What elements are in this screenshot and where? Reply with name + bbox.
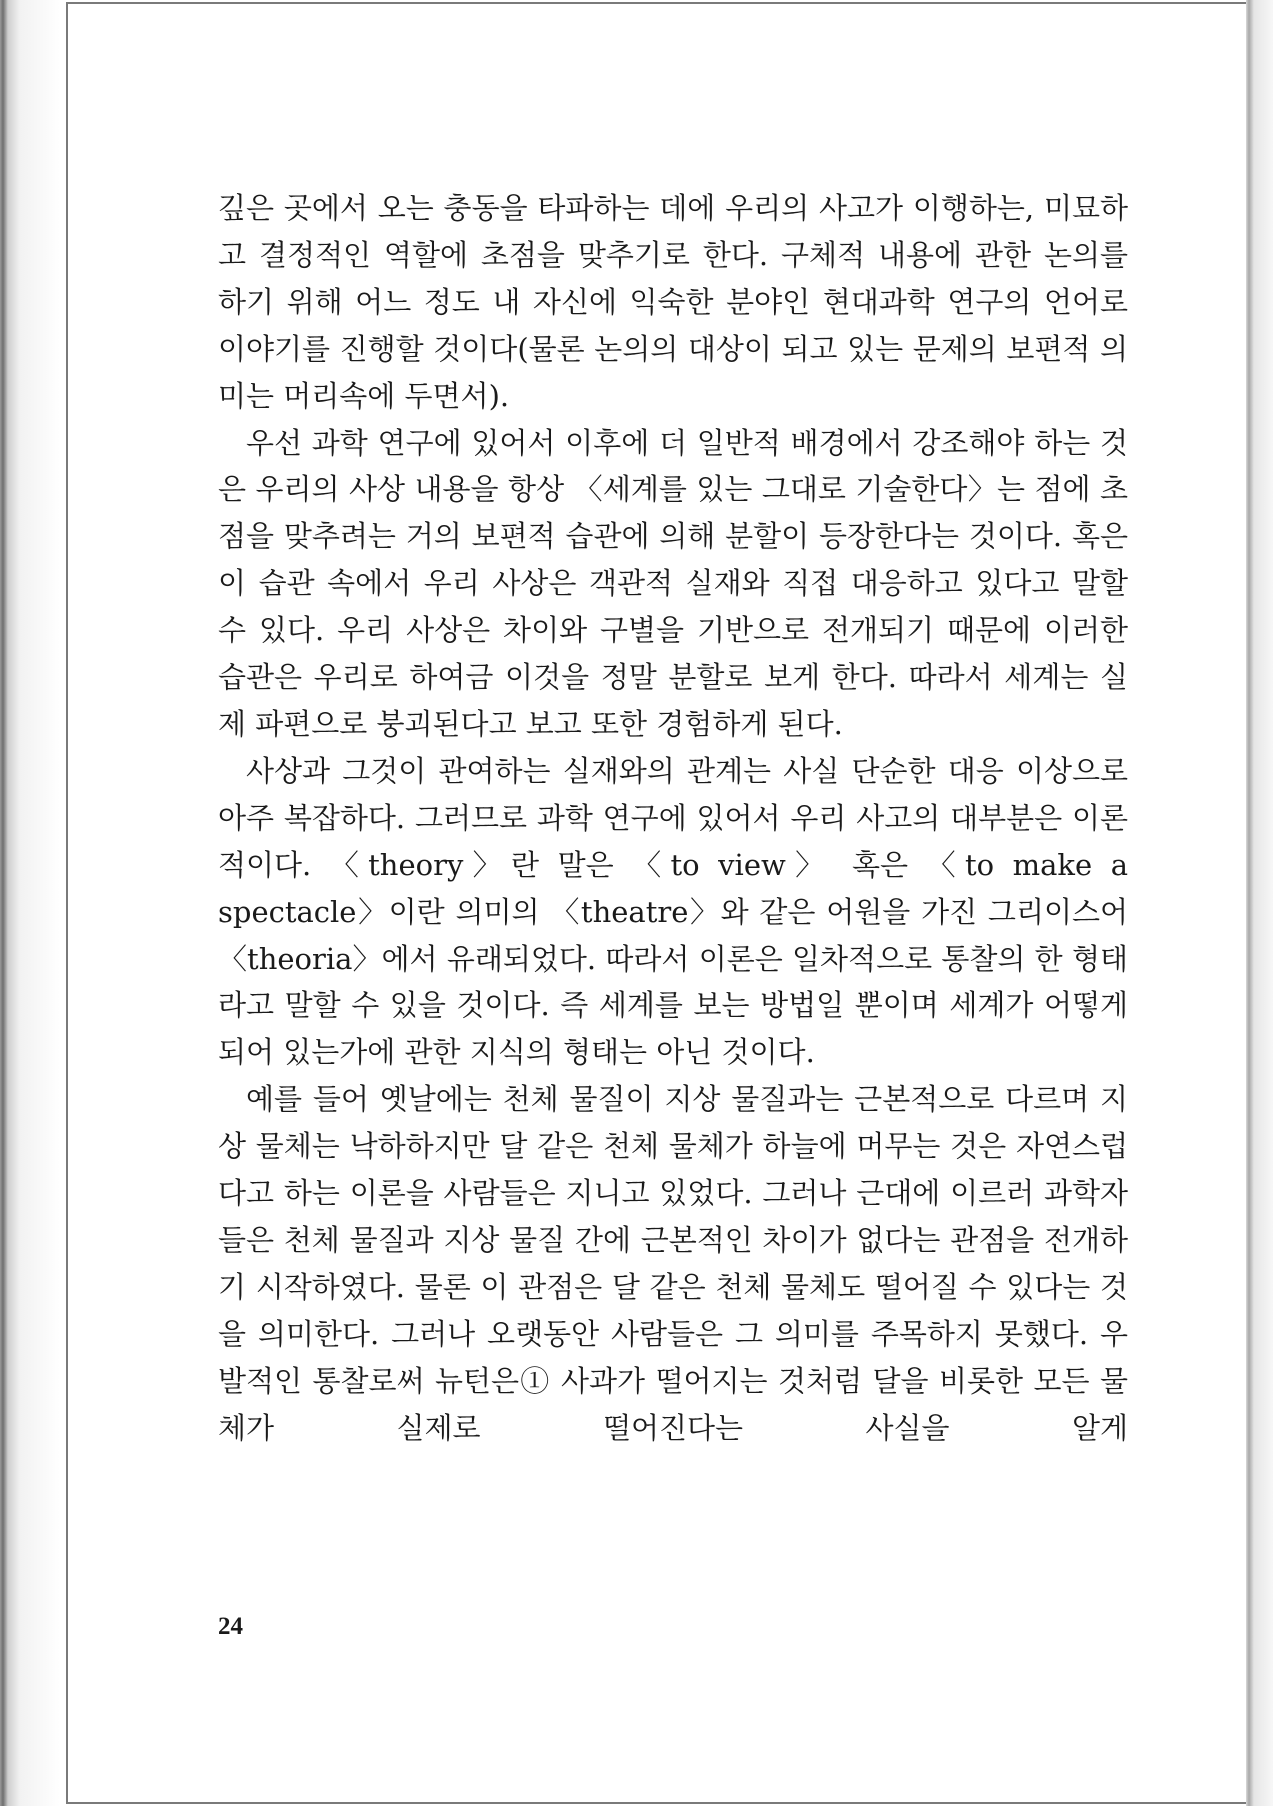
paragraph-2: 우선 과학 연구에 있어서 이후에 더 일반적 배경에서 강조해야 하는 것은 우리의 사상 내용을 항상 〈세계를 있는 그대로 기술한다〉는 점에 초점을 맞추려는 거의 보편적 습관에 의해 분할이 등장한다는 것이다. 혹은 이 습관 속에서 우리 사상은 객관적 실재와 직접 대응하고 있다고 말할 수 있다. 우리 사상은 차이와 구별을 기반으로 전개되기 때문에 이러한 습관은 우리로 하여금 이것을 정말 분할로 보게 한다. 따라서 세계는 실제 파편으로 붕괴된다고 보고 또한 경험하게 된다.: [218, 425, 1128, 741]
page-number: 24: [218, 1613, 243, 1640]
book-binding-edge: [0, 0, 70, 1806]
paragraph-4: 예를 들어 옛날에는 천체 물질이 지상 물질과는 근본적으로 다르며 지상 물체는 낙하하지만 달 같은 천체 물체가 하늘에 머무는 것은 자연스럽다고 하는 이론을 사람들은 지니고 있었다. 그러나 근대에 이르러 과학자들은 천체 물질과 지상 물질 간에 근본적인 차이가 없다는 관점을 전개하기 시작하였다. 물론 이 관점은 달 같은 천체 물체도 떨어질 수 있다는 것을 의미한다. 그러나 오랫동안 사람들은 그 의미를 주목하지 못했다. 우발적인 통찰로써 뉴턴은① 사과가 떨어지는 것처럼 달을 비롯한 모든 물체가 실제로 떨어진다는 사실을 알게: [218, 1082, 1128, 1445]
page-border-left: [66, 2, 68, 1802]
page-border-bottom: [66, 1802, 1246, 1804]
paragraph-1: 깊은 곳에서 오는 충동을 타파하는 데에 우리의 사고가 이행하는, 미묘하고 결정적인 역할에 초점을 맞추기로 한다. 구체적 내용에 관한 논의를 하기 위해 어느 정도 내 자신에 익숙한 분야인 현대과학 연구의 언어로 이야기를 진행할 것이다(물론 논의의 대상이 되고 있는 문제의 보편적 의미는 머리속에 두면서).: [218, 191, 1128, 413]
body-text: [218, 185, 1128, 1451]
page-right-shadow: [1246, 0, 1273, 1806]
page-border-top: [66, 2, 1246, 4]
paragraph-3: 사상과 그것이 관여하는 실재와의 관계는 사실 단순한 대응 이상으로 아주 복잡하다. 그러므로 과학 연구에 있어서 우리 사고의 대부분은 이론적이다. 〈theory〉란 말은 〈to view〉 혹은 〈to make a spectacle〉이란 의미의 〈theatre〉와 같은 어원을 가진 그리이스어 〈theoria〉에서 유래되었다. 따라서 이론은 일차적으로 통찰의 한 형태라고 말할 수 있을 것이다. 즉 세계를 보는 방법일 뿐이며 세계가 어떻게 되어 있는가에 관한 지식의 형태는 아닌 것이다.: [218, 753, 1128, 1070]
